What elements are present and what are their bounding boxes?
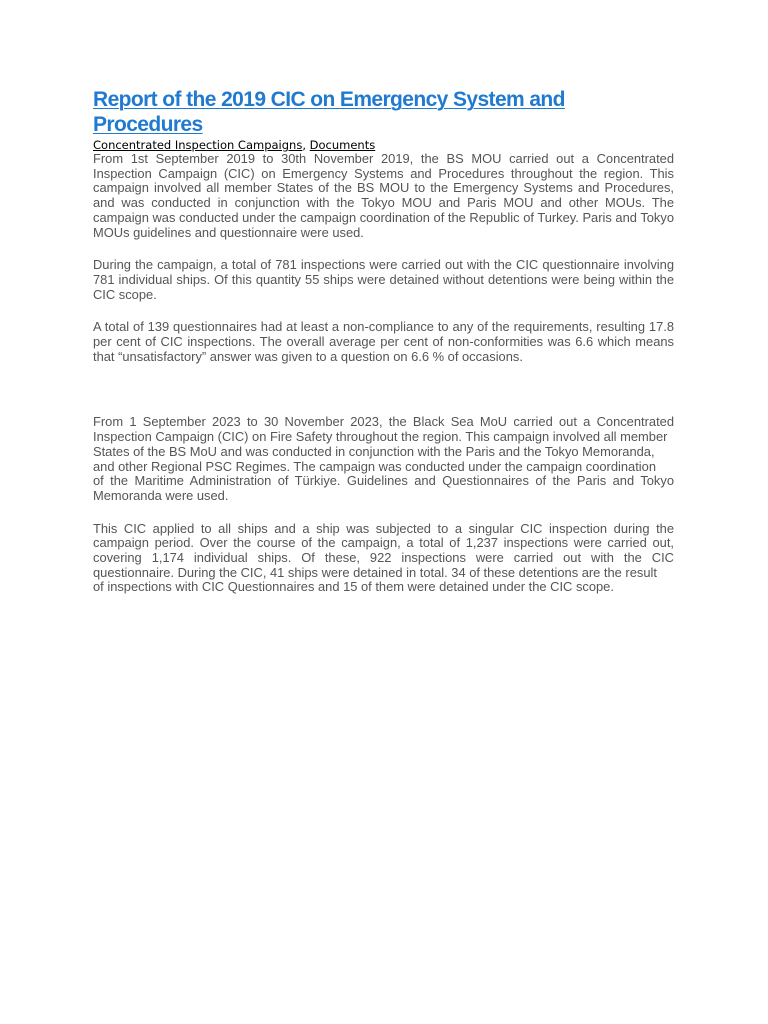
- paragraph-2023-intro: From 1 September 2023 to 30 November 2023, the Black Sea MoU carried out a Concentrated Inspection Campaign (CIC) on Fire Safety throughout the region. This campaign involved all member States of the BS MoU and was conducted in conjunction with the Paris and the Tokyo Memoranda, and other Regional PSC Regimes. The campaign was conducted under the campaign coordination of the Maritime Administration of Türkiye. Guidelines and Questionnaires of the Paris and Tokyo Memoranda were used.: [93, 414, 674, 503]
- title-link[interactable]: Report of the 2019 CIC on Emergency System and Procedures: [93, 88, 565, 136]
- paragraph-2019-inspections: During the campaign, a total of 781 inspections were carried out with the CIC questionnaire involving 781 individual ships. Of this quantity 55 ships were detained without detentions were being within the CIC scope.: [93, 257, 674, 302]
- category-separator: ,: [302, 138, 306, 152]
- article: [93, 87, 674, 595]
- paragraph-2023-inspections: This CIC applied to all ships and a ship was subjected to a singular CIC inspection during the campaign period. Over the course of the campaign, a total of 1,237 inspections were carried out, covering 1,174 individual ships. Of these, 922 inspections were carried out with the CIC questionnaire. During the CIC, 41 ships were detained in total. 34 of these detentions are the result of inspections with CIC Questionnaires and 15 of them were detained under the CIC scope.: [93, 520, 674, 595]
- category-link-cic[interactable]: Concentrated Inspection Campaigns: [93, 138, 303, 152]
- category-link-documents[interactable]: Documents: [309, 138, 376, 152]
- paragraph-2019-intro: From 1st September 2019 to 30th November 2019, the BS MOU carried out a Concentrated Inspection Campaign (CIC) on Emergency Systems and Procedures throughout the region. This campaign involved all member States of the BS MOU to the Emergency Systems and Procedures, and was conducted in conjunction with the Tokyo MOU and Paris MOU and other MOUs. The campaign was conducted under the campaign coordination of the Republic of Turkey. Paris and Tokyo MOUs guidelines and questionnaire were used.: [93, 151, 674, 240]
- paragraph-2019-noncompliance: A total of 139 questionnaires had at least a non-compliance to any of the requirements, resulting 17.8 per cent of CIC inspections. The overall average per cent of non-conformities was 6.6 which means that “unsatisfactory” answer was given to a question on 6.6 % of occasions.: [93, 319, 674, 364]
- page-title[interactable]: [93, 87, 674, 137]
